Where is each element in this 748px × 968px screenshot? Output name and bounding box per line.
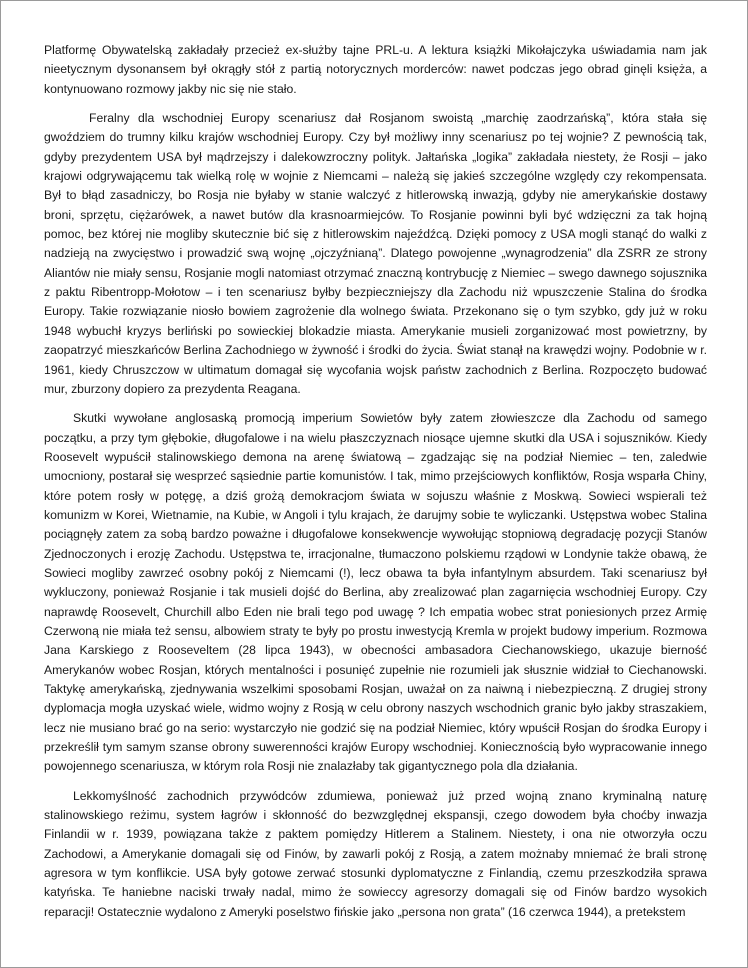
paragraph-2: Feralny dla wschodniej Europy scenariusz dał Rosjanom swoistą „marchię zaodrzańską”, która stała się gwoździem do trumny kilku krajów wschodniej Europy. Czy był możliwy inny scenariusz po tej wojnie? Z pewnością tak, gdyby prezydentem USA był mądrzejszy i dalekowzroczny polityk. Jałtańska „logika” zakładała niestety, że Rosji – jako krajowi odgrywającemu tak wielką rolę w wojnie z Niemcami – należą się jakieś szczególne względy czy rekompensata. Był to błąd zasadniczy, bo Rosja nie byłaby w stanie walczyć z hitlerowską inwazją, gdyby nie amerykańskie dostawy broni, sprzętu, ciężarówek, a nawet butów dla krasnoarmiejców. To Rosjanie powinni byli być wdzięczni za tak hojną pomoc, bez której nie mogliby skutecznie bić się z hitlerowskim najeźdźcą. Dzięki pomocy z USA mogli stanąć do walki z nadzieją na zwycięstwo i prowadzić swą wojnę „ojczyźnianą”. Dlatego powojenne „wynagrodzenia” dla ZSRR ze strony Aliantów nie miały sensu, Rosjanie mogli natomiast otrzymać znaczną kontrybucję z Niemiec – swego dawnego sojusznika z paktu Ribentropp-Mołotow – i ten scenariusz byłby bezpieczniejszy dla Zachodu niż wpuszczenie Stalina do środka Europy. Takie rozwiązanie niosło bowiem zagrożenie dla wolnego świata. Przekonano się o tym szybko, gdy już w roku 1948 wybuchł kryzys berliński po sowieckiej blokadzie miasta. Amerykanie musieli zorganizować most powietrzny, by zaopatrzyć mieszkańców Berlina Zachodniego w żywność i środki do życia. Świat stanął na krawędzi wojny. Podobnie w r. 1961, kiedy Chruszczow w ultimatum domagał się wycofania wojsk państw zachodnich z Berlina. Rozpoczęto budować mur, zburzony dopiero za prezydenta Reagana.	[44, 111, 707, 396]
paragraph-1: Platformę Obywatelską zakładały przecież ex-służby tajne PRL-u. A lektura książki Mikołajczyka uświadamia nam jak nieetycznym dysonansem był okrągły stół z partią notorycznych morderców: nawet podczas jego obrad ginęli księża, a kontynuowano rozmowy jakby nic się nie stało.	[44, 43, 707, 96]
paragraph-3: Skutki wywołane anglosaską promocją imperium Sowietów były zatem złowieszcze dla Zachodu od samego początku, a przy tym głębokie, długofalowe i na wielu płaszczyznach niosące ujemne skutki dla USA i sojuszników. Kiedy Roosevelt wypuścił stalinowskiego demona na arenę światową – zgadzając się na podział Niemiec – ten, zaledwie umocniony, postarał się wesprzeć sąsiednie partie komunistów. I tak, mimo przejściowych konfliktów, Rosja wsparła Chiny, które potem rosły w potęgę, a dziś grożą demokracjom świata w sojuszu właśnie z Moskwą. Sowieci wspierali też komunizm w Korei, Wietnamie, na Kubie, w Angoli i tylu krajach, że darujmy sobie te wyliczanki. Ustępstwa wobec Stalina pociągnęły zatem za sobą bardzo poważne i długofalowe konsekwencje wywołując stopniową degradację pozycji Stanów Zjednoczonych i erozję Zachodu. Ustępstwa te, irracjonalne, tłumaczono polskiemu rządowi w Londynie także obawą, że Sowieci mogliby zawrzeć osobny pokój z Niemcami (!), lecz obawa ta była infantylnym absurdem. Taki scenariusz był wykluczony, ponieważ Rosjanie i tak musieli dojść do Berlina, aby zrealizować plan zagarnięcia wschodniej Europy. Czy naprawdę Roosevelt, Churchill albo Eden nie brali tego pod uwagę ? Ich empatia wobec strat poniesionych przez Armię Czerwoną nie miała też sensu, albowiem straty te były po prostu inwestycją Kremla w projekt budowy imperium. Rozmowa Jana Karskiego z Rooseveltem (28 lipca 1943), w obecności ambasadora Ciechanowskiego, ukazuje bierność Amerykanów wobec Rosjan, których mentalności i posunięć zupełnie nie rozumieli jak słusznie widział to Ciechanowski. Taktykę amerykańską, zjednywania wszelkimi sposobami Rosjan, uważał on za naiwną i niebezpieczną. Z drugiej strony dyplomacja mogła uzyskać wiele, widmo wojny z Rosją w celu obrony naszych wschodnich granic było jakby straszakiem, lecz nie musiano brać go na serio: wystarczyło nie godzić się na podział Niemiec, który wpuścił Rosjan do środka Europy i przekreślił tym samym szanse obrony suwerenności krajów Europy wschodniej. Koniecznością było wypracowanie innego powojennego scenariusza, w którym rola Rosji nie znalazłaby tak gigantycznego pola dla działania.	[44, 411, 707, 774]
document-body	[44, 41, 707, 922]
paragraph-4: Lekkomyślność zachodnich przywódców zdumiewa, ponieważ już przed wojną znano kryminalną naturę stalinowskiego reżimu, system łagrów i skłonność do bezwzględnej ekspansji, czego dowodem była choćby inwazja Finlandii w r. 1939, powiązana także z paktem pomiędzy Hitlerem a Stalinem. Niestety, i ona nie otworzyła oczu Zachodowi, a Amerykanie domagali się od Finów, by zawarli pokój z Rosją, a zatem możnaby mniemać że brali stronę agresora w tym konflikcie. USA były gotowe zerwać stosunki dyplomatyczne z Finlandią, czemu przeszkodziła sprawa katyńska. Te haniebne naciski trwały nadal, mimo że sowieccy agresorzy domagali się od Finów bardzo wysokich reparacji! Ostatecznie wydalono z Ameryki poselstwo fińskie jako „persona non grata” (16 czerwca 1944), a pretekstem	[44, 788, 707, 919]
